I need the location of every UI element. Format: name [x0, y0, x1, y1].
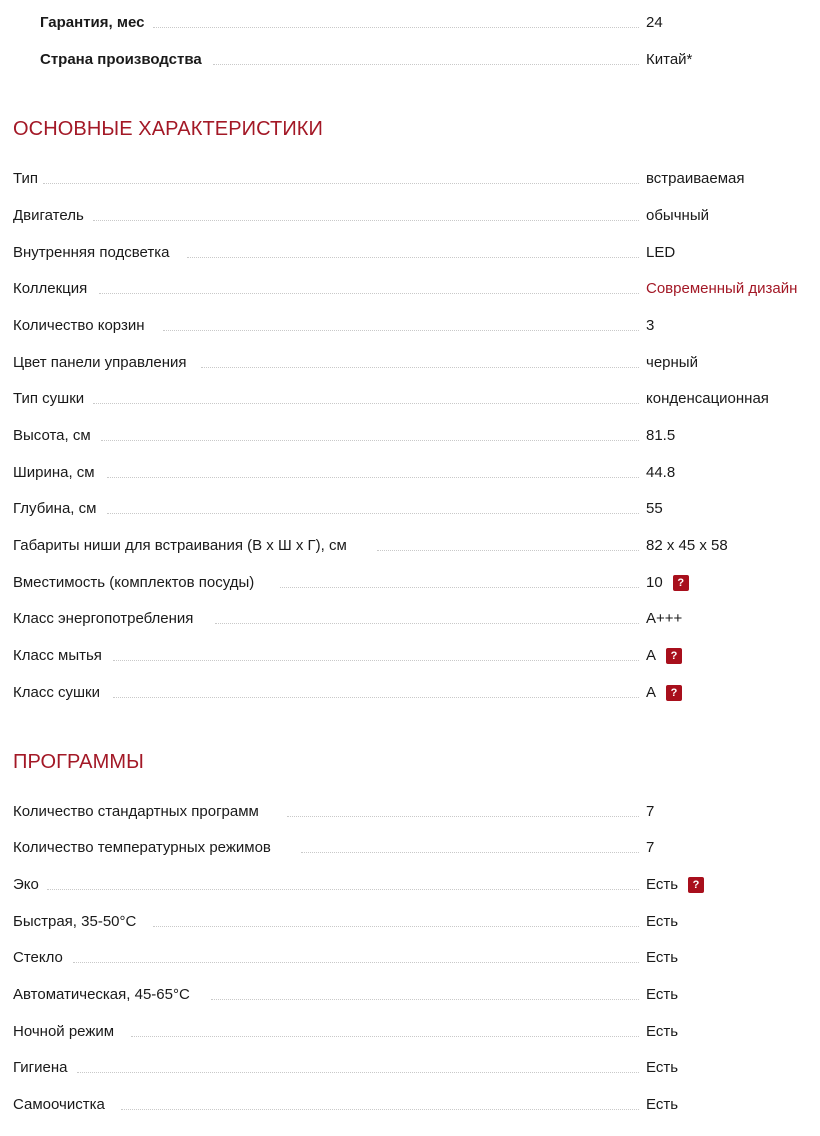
spec-label: Гарантия, мес	[13, 11, 150, 35]
spec-label: Количество температурных режимов	[13, 836, 277, 860]
dotted-leader	[215, 623, 639, 624]
section-title-main-specs: ОСНОВНЫЕ ХАРАКТЕРИСТИКИ	[13, 118, 324, 140]
spec-label: Количество стандартных программ	[13, 800, 265, 824]
dotted-leader	[280, 587, 639, 588]
spec-value	[646, 277, 797, 301]
dotted-leader	[153, 926, 639, 927]
dotted-leader	[121, 1109, 639, 1110]
dotted-leader	[43, 183, 639, 184]
spec-value: 82 x 45 x 58	[646, 537, 728, 554]
dotted-leader	[107, 477, 639, 478]
spec-label: Ширина, см	[13, 461, 101, 485]
spec-label: Габариты ниши для встраивания (В х Ш х Г), см	[13, 534, 353, 558]
spec-label: Быстрая, 35-50°C	[13, 910, 142, 934]
spec-value: 44.8	[646, 464, 676, 481]
spec-label: Количество корзин	[13, 314, 151, 338]
spec-row	[13, 424, 813, 448]
spec-value: 3	[646, 317, 655, 334]
help-icon[interactable]: ?	[673, 575, 689, 591]
spec-row	[13, 946, 813, 970]
spec-row	[13, 241, 813, 265]
dotted-leader	[153, 27, 639, 28]
section-title-programs: ПРОГРАММЫ	[13, 751, 144, 773]
spec-label: Страна производства	[13, 48, 208, 72]
help-icon[interactable]: ?	[666, 685, 682, 701]
spec-label: Класс мытья	[13, 644, 108, 668]
dotted-leader	[163, 330, 639, 331]
dotted-leader	[187, 257, 639, 258]
spec-row-country	[13, 48, 813, 72]
dotted-leader	[131, 1036, 639, 1037]
spec-row	[13, 910, 813, 934]
spec-label: Внутренняя подсветка	[13, 241, 175, 265]
spec-label: Класс энергопотребления	[13, 607, 199, 631]
dotted-leader	[301, 852, 639, 853]
spec-row	[13, 607, 813, 631]
dotted-leader	[107, 513, 639, 514]
spec-value: A ?	[646, 681, 682, 705]
spec-row	[13, 681, 813, 705]
dotted-leader	[201, 367, 639, 368]
collection-link[interactable]: Современный дизайн	[646, 280, 798, 297]
spec-value: черный	[646, 354, 698, 371]
spec-label: Тип	[13, 167, 44, 191]
dotted-leader	[77, 1072, 639, 1073]
spec-label: Цвет панели управления	[13, 351, 192, 375]
dotted-leader	[73, 962, 639, 963]
spec-value: обычный	[646, 207, 709, 224]
dotted-leader	[377, 550, 639, 551]
dotted-leader	[99, 293, 639, 294]
spec-value: встраиваемая	[646, 170, 745, 187]
spec-value: 55	[646, 500, 663, 517]
spec-label: Эко	[13, 873, 45, 897]
dotted-leader	[113, 697, 639, 698]
spec-row	[13, 1056, 813, 1080]
spec-label: Самоочистка	[13, 1093, 111, 1117]
spec-row	[13, 461, 813, 485]
spec-value: 7	[646, 803, 655, 820]
spec-row	[13, 351, 813, 375]
spec-label: Автоматическая, 45-65°C	[13, 983, 196, 1007]
dotted-leader	[93, 403, 639, 404]
spec-row	[13, 387, 813, 411]
dotted-leader	[93, 220, 639, 221]
spec-row-warranty	[13, 11, 813, 35]
spec-row	[13, 167, 813, 191]
help-icon[interactable]: ?	[688, 877, 704, 893]
spec-row	[13, 983, 813, 1007]
spec-label: Гигиена	[13, 1056, 73, 1080]
spec-row	[13, 314, 813, 338]
spec-row	[13, 873, 813, 897]
dotted-leader	[213, 64, 639, 65]
spec-row	[13, 497, 813, 521]
spec-value: Есть	[646, 1059, 679, 1076]
spec-row	[13, 277, 813, 301]
spec-value: A ?	[646, 644, 682, 668]
spec-label: Вместимость (комплектов посуды)	[13, 571, 260, 595]
spec-label: Тип сушки	[13, 387, 90, 411]
help-icon[interactable]: ?	[666, 648, 682, 664]
spec-value: A+++	[646, 610, 683, 627]
spec-value: 10 ?	[646, 571, 689, 595]
spec-label: Глубина, см	[13, 497, 102, 521]
spec-row	[13, 836, 813, 860]
spec-row	[13, 571, 813, 595]
spec-label: Стекло	[13, 946, 69, 970]
spec-row	[13, 1093, 813, 1117]
spec-row	[13, 644, 813, 668]
spec-value: Есть ?	[646, 873, 704, 897]
spec-value: LED	[646, 244, 676, 261]
spec-label: Класс сушки	[13, 681, 106, 705]
spec-label: Коллекция	[13, 277, 93, 301]
spec-value: Есть	[646, 1096, 679, 1113]
spec-label: Ночной режим	[13, 1020, 120, 1044]
spec-value: конденсационная	[646, 390, 769, 407]
spec-row	[13, 800, 813, 824]
dotted-leader	[47, 889, 639, 890]
dotted-leader	[287, 816, 639, 817]
spec-value: Есть	[646, 949, 679, 966]
spec-row	[13, 204, 813, 228]
spec-label: Высота, см	[13, 424, 97, 448]
spec-value: 24	[646, 14, 663, 31]
spec-value: 7	[646, 839, 655, 856]
dotted-leader	[211, 999, 639, 1000]
spec-row	[13, 1020, 813, 1044]
dotted-leader	[113, 660, 639, 661]
spec-label: Двигатель	[13, 204, 90, 228]
spec-value: 81.5	[646, 427, 676, 444]
dotted-leader	[101, 440, 639, 441]
spec-value: Есть	[646, 986, 679, 1003]
spec-row	[13, 534, 813, 558]
spec-value: Китай*	[646, 51, 693, 68]
spec-value: Есть	[646, 1023, 679, 1040]
spec-value: Есть	[646, 913, 679, 930]
